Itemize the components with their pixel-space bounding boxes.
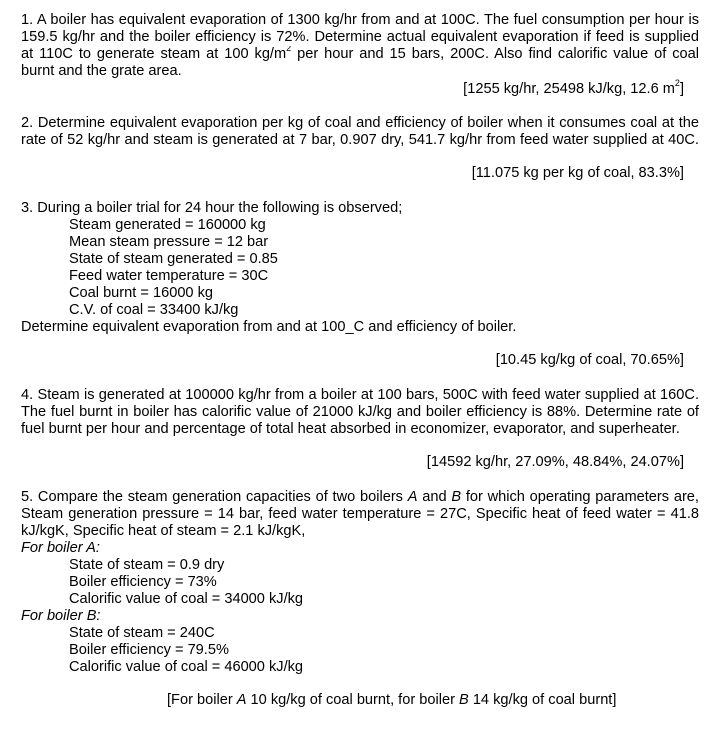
q5-boiler-b-label: B	[451, 489, 462, 505]
q3-item: Feed water temperature = 30C	[69, 268, 269, 284]
q1-line-3-superscript: 2	[286, 46, 292, 54]
q5-answer-text: [For boiler	[167, 692, 237, 708]
q5-line-3: kJ/kgK, Specific heat of steam = 2.1 kJ/kgK,	[21, 523, 306, 539]
q1-answer-close: ]	[679, 81, 684, 97]
q1-line-3-text: at 110C to generate steam at 100 kg/m	[21, 46, 287, 62]
q5-boiler-a-item: State of steam = 0.9 dry	[69, 557, 225, 573]
q5-line-1-text-end: for which operating parameters are,	[461, 489, 699, 505]
q4-answer: [14592 kg/hr, 27.09%, 48.84%, 24.07%]	[426, 454, 684, 470]
q5-boiler-b-heading: For boiler B:	[21, 608, 101, 624]
q1-line-1: 1. A boiler has equivalent evaporation of 1300 kg/hr from and at 100C. The fuel consumption per hour is	[21, 12, 699, 28]
q1-answer-superscript: 2	[674, 78, 680, 89]
q1-line-2: 159.5 kg/hr and the boiler efficiency is 72%. Determine actual equivalent evaporation if feed is supplied	[21, 29, 699, 45]
q5-answer	[167, 692, 616, 709]
q2-line-1: 2. Determine equivalent evaporation per kg of coal and efficiency of boiler when it consumes coal at the	[21, 115, 699, 131]
q5-line-1	[21, 489, 699, 506]
q5-answer-text-end: 14 kg/kg of coal burnt]	[468, 692, 617, 708]
q4-line-2: The fuel burnt in boiler has calorific value of 21000 kJ/kg and boiler efficiency is 88%. Determine rate of	[21, 404, 699, 420]
q3-item: Coal burnt = 16000 kg	[69, 285, 214, 301]
q3-item: State of steam generated = 0.85	[69, 251, 278, 267]
q2-line-2: rate of 52 kg/hr and steam is generated at 7 bar, 0.907 dry, 541.7 kg/hr from feed water supplied at 40C.	[21, 132, 699, 148]
q4-line-1: 4. Steam is generated at 100000 kg/hr from a boiler at 100 bars, 500C with feed water supplied at 160C.	[21, 387, 699, 403]
q5-answer-text-mid: 10 kg/kg of coal burnt, for boiler	[246, 692, 460, 708]
q3-item: Steam generated = 160000 kg	[69, 217, 266, 233]
q1-answer-text: [1255 kg/hr, 25498 kJ/kg, 12.6 m	[463, 81, 675, 97]
q5-boiler-b-item: State of steam = 240C	[69, 625, 215, 641]
q3-line-1: 3. During a boiler trial for 24 hour the following is observed;	[21, 200, 403, 216]
q5-boiler-a-label: A	[407, 489, 418, 505]
q1-line-3-text-end: per hour and 15 bars, 200C. Also find calorific value of coal	[291, 46, 699, 62]
q5-boiler-a-item: Calorific value of coal = 34000 kJ/kg	[69, 591, 304, 607]
q1-answer	[463, 78, 684, 98]
q5-boiler-b-item: Boiler efficiency = 79.5%	[69, 642, 229, 658]
q1-line-4: burnt and the grate area.	[21, 63, 182, 79]
q3-answer: [10.45 kg/kg of coal, 70.65%]	[495, 352, 684, 368]
q1-line-3	[21, 46, 699, 63]
q5-boiler-a-heading: For boiler A:	[21, 540, 100, 556]
q5-line-2: Steam generation pressure = 14 bar, feed water temperature = 27C, Specific heat of feed water = 41.8	[21, 506, 699, 522]
q5-line-1-and: and	[417, 489, 452, 505]
q3-item: Mean steam pressure = 12 bar	[69, 234, 269, 250]
q5-boiler-b-item: Calorific value of coal = 46000 kJ/kg	[69, 659, 304, 675]
q4-line-3: fuel burnt per hour and percentage of total heat absorbed in economizer, evaporator, and superheater.	[21, 421, 680, 437]
q3-line-2: Determine equivalent evaporation from and at 100_C and efficiency of boiler.	[21, 319, 517, 335]
q5-answer-boiler-b: B	[459, 692, 469, 708]
q3-item: C.V. of coal = 33400 kJ/kg	[69, 302, 239, 318]
q2-answer: [11.075 kg per kg of coal, 83.3%]	[471, 165, 684, 181]
q5-answer-boiler-a: A	[236, 692, 247, 708]
q5-line-1-text: 5. Compare the steam generation capacities of two boilers	[21, 489, 408, 505]
q5-boiler-a-item: Boiler efficiency = 73%	[69, 574, 217, 590]
